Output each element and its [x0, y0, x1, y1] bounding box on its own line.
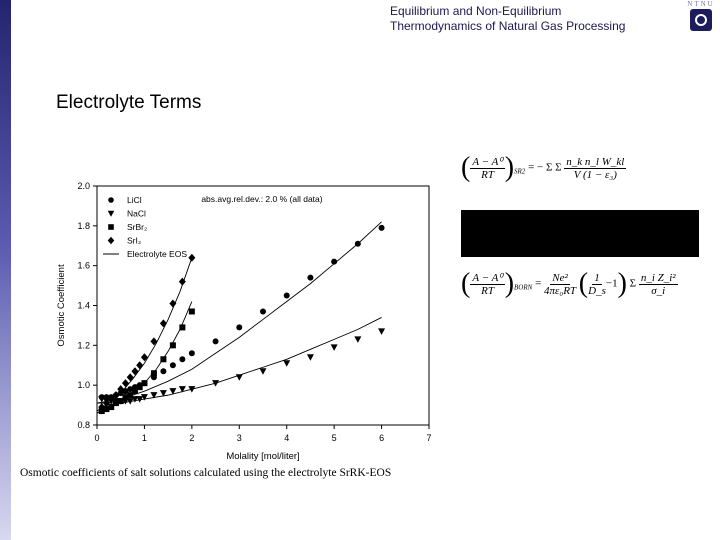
eq2-inner-rest: −1: [605, 277, 618, 290]
point-licl: [236, 324, 242, 330]
x-tick-label: 7: [426, 433, 432, 443]
point-sri: [131, 367, 138, 375]
header-line-2: Thermodynamics of Natural Gas Processing: [390, 19, 626, 33]
osmotic-coefficient-chart: [50, 172, 440, 464]
legend-marker: [108, 237, 115, 245]
legend-label: SrI₂: [127, 235, 142, 246]
left-gradient-bar: [0, 0, 11, 540]
point-srbr: [151, 370, 157, 376]
eq1-lhs-denominator: RT: [481, 169, 494, 181]
y-tick-label: 0.8: [77, 420, 90, 430]
y-tick-label: 1.0: [77, 380, 90, 391]
ntnu-logo: [686, 0, 716, 34]
point-sri: [141, 353, 148, 361]
y-tick-label: 1.8: [77, 220, 90, 231]
legend-label: Electrolyte EOS: [127, 249, 187, 259]
header-line-1: Equilibrium and Non-Equilibrium: [390, 4, 562, 18]
point-licl: [170, 362, 176, 368]
eq2-inner-numerator: 1: [594, 271, 600, 284]
point-sri: [150, 337, 157, 345]
legend-label: LiCl: [127, 195, 142, 205]
point-nacl: [378, 328, 385, 335]
eq1-rhs-numerator: n_k n_l W_kl: [566, 155, 625, 168]
eq1-rhs-sums: = − Σ Σ: [528, 161, 562, 174]
x-tick-label: 5: [331, 433, 337, 443]
eq1-lhs-numerator: A − A⁰: [472, 156, 503, 168]
y-tick-label: 1.6: [77, 260, 90, 271]
point-licl: [189, 350, 195, 356]
eq2-lhs-denominator: RT: [481, 285, 494, 297]
point-licl: [160, 368, 166, 374]
point-licl: [260, 308, 266, 314]
point-nacl: [331, 344, 338, 351]
point-licl: [284, 293, 290, 299]
x-tick-label: 2: [189, 433, 195, 443]
slide-header: [390, 4, 625, 34]
point-sri: [136, 361, 143, 369]
y-tick-label: 1.2: [77, 340, 90, 351]
point-sri: [127, 373, 134, 381]
point-nacl: [307, 354, 314, 361]
point-srbr: [189, 308, 195, 314]
x-tick-label: 0: [94, 433, 100, 443]
eq2-sum-denominator: σ_i: [651, 284, 666, 297]
point-nacl: [260, 368, 267, 375]
eq2-lhs-numerator: A − A⁰: [472, 272, 503, 284]
equation-sr2: ( $\frac{\text{A − A⁰}}{RT}$ )$_{SR2}$ = − Σ Σ $\frac{\text{n\_k n\_l W\_kl}}{\text{V (1 − ε₃)}}$: [461, 152, 625, 183]
eq1-rhs-denominator: V (1 − ε₃): [573, 168, 617, 181]
legend-marker: [108, 211, 115, 217]
figure-caption: Osmotic coefficients of salt solutions calculated using the electrolyte SrRK-EOS: [20, 467, 392, 479]
ntnu-logo-icon: [690, 9, 712, 31]
point-licl: [213, 338, 219, 344]
point-nacl: [354, 336, 361, 343]
point-nacl: [283, 360, 290, 367]
legend-marker: [108, 224, 114, 230]
eq2-rhs-numerator: Ne²: [552, 271, 568, 284]
eq2-sum-numerator: n_i Z_i²: [640, 271, 676, 284]
x-axis-label: Molality [mol/liter]: [226, 451, 300, 462]
point-licl: [179, 356, 185, 362]
point-licl: [307, 275, 313, 281]
y-tick-label: 2.0: [77, 181, 90, 191]
legend-label: SrBr₂: [127, 222, 148, 232]
redacted-black-bar: [461, 210, 699, 257]
chart-annotation: abs.avg.rel.dev.: 2.0 % (all data): [201, 193, 323, 204]
slide-title: Electrolyte Terms: [56, 92, 202, 113]
equation-born: ( $\frac{\text{A − A⁰}}{RT}$ )$_{BORN}$ = $\frac{\text{Ne²}}{\text{4πε₀RT}}$ ( $\frac{1}{D\_s}$ −1) Σ $\frac{\text{n\_i Z\_i²}}{\sigma\_i}$: [461, 268, 676, 299]
legend-label: NaCl: [127, 208, 146, 219]
x-tick-label: 6: [379, 433, 385, 443]
x-tick-label: 1: [141, 433, 147, 443]
x-tick-label: 3: [236, 433, 242, 443]
eq2-rhs-denominator: 4πε₀RT: [544, 284, 577, 297]
eq2-lhs-subscript: BORN: [514, 283, 533, 292]
eq1-lhs-subscript: SR2: [514, 167, 526, 176]
eq2-inner-denominator: D_s: [588, 284, 606, 297]
legend-marker: [108, 197, 114, 203]
point-sri: [122, 379, 129, 387]
point-licl: [379, 225, 385, 231]
x-tick-label: 4: [284, 433, 290, 443]
logo-text: NTNU: [687, 0, 715, 8]
y-axis-label: Osmotic Coefficient: [56, 264, 67, 347]
y-tick-label: 1.4: [77, 300, 90, 311]
